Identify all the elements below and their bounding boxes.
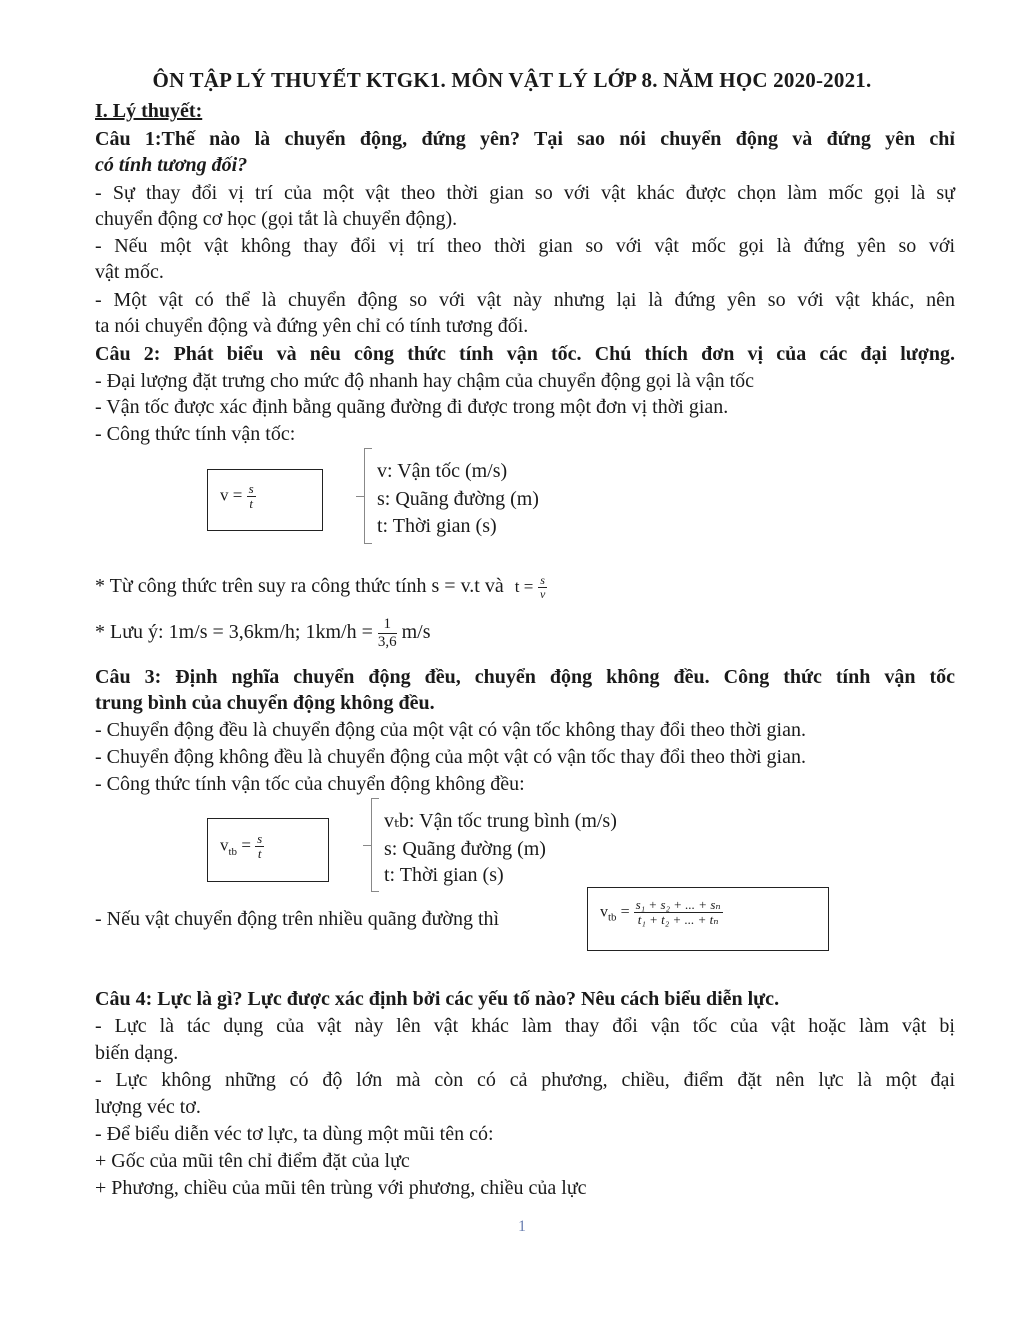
q1-para2-line2: vật mốc.: [95, 261, 164, 283]
unit-note-fraction: [378, 616, 397, 650]
velocity-legend-brace: [364, 448, 365, 544]
q4-para1-line1: - Lực là tác dụng của vật này lên vật khác làm thay đổi vận tốc của vật hoặc làm vật bị: [95, 1015, 955, 1037]
velocity-fraction-numerator: s: [248, 481, 254, 496]
avg-legend-brace: [371, 798, 372, 892]
q4-para3: - Để biểu diễn véc tơ lực, ta dùng một mũi tên có:: [95, 1123, 494, 1145]
multi-segment-formula-box: [587, 887, 829, 951]
legend-velocity: v: Vận tốc (m/s): [377, 460, 508, 482]
legend-avg-time: t: Thời gian (s): [384, 864, 504, 886]
unit-note-unit: m/s: [401, 621, 431, 643]
avg-formula-lhs: v: [220, 835, 229, 855]
avg-formula-subscript: tb: [228, 846, 238, 859]
derive-formula-lhs: t =: [514, 577, 534, 596]
velocity-formula-box: [207, 469, 323, 531]
q1-para1-line1: - Sự thay đổi vị trí của một vật theo thời gian so với vật khác được chọn làm mốc gọi là sự: [95, 182, 955, 204]
avg-velocity-fraction: [255, 832, 264, 862]
avg-velocity-formula-box: [207, 818, 329, 882]
q4-para1-line2: biến dạng.: [95, 1042, 179, 1064]
multi-fraction-denominator: t₁ + t₂ + ... + tₙ: [637, 912, 719, 928]
legend-time: t: Thời gian (s): [377, 515, 497, 537]
multi-formula-equals: =: [620, 903, 630, 921]
legend-avg-velocity: vₜb: Vận tốc trung bình (m/s): [384, 810, 617, 832]
q1-para1-line2: chuyển động cơ học (gọi tắt là chuyển động).: [95, 208, 458, 230]
multi-fraction-numerator: s₁ + s₂ + ... + sₙ: [635, 897, 721, 912]
q3-heading-line1: Câu 3: Định nghĩa chuyển động đều, chuyển động không đều. Công thức tính vận tốc: [95, 666, 955, 688]
derive-formula-line: [95, 566, 955, 607]
section-heading: I. Lý thuyết:: [95, 100, 203, 122]
q1-heading-line2: có tính tương đối?: [95, 154, 248, 176]
unit-note-numerator: 1: [378, 616, 397, 634]
q1-para2-line1: - Nếu một vật không thay đổi vị trí theo thời gian so với vật mốc gọi là đứng yên so với: [95, 235, 955, 257]
q3-para2: - Chuyển động không đều là chuyển động của một vật có vận tốc thay đổi theo thời gian.: [95, 746, 806, 768]
q2-para3: - Công thức tính vận tốc:: [95, 423, 296, 445]
unit-note-denominator: 3,6: [377, 633, 397, 650]
velocity-fraction-denominator: t: [249, 496, 253, 512]
legend-avg-distance: s: Quãng đường (m): [384, 838, 546, 860]
multi-formula-subscript: tb: [608, 911, 617, 924]
q3-para3: - Công thức tính vận tốc của chuyển động không đều:: [95, 773, 525, 795]
velocity-formula-lhs: v =: [220, 485, 243, 505]
derive-formula-text: * Từ công thức trên suy ra công thức tính s = v.t và: [95, 575, 504, 597]
q4-heading: Câu 4: Lực là gì? Lực được xác định bởi các yếu tố nào? Nêu cách biểu diễn lực.: [95, 988, 780, 1010]
unit-note-text: * Lưu ý: 1m/s = 3,6km/h; 1km/h =: [95, 621, 373, 643]
avg-fraction-numerator: s: [257, 831, 263, 846]
q1-heading-line1: Câu 1:Thế nào là chuyển động, đứng yên? Tại sao nói chuyển động và đứng yên chỉ: [95, 128, 955, 150]
q4-para2-line1: - Lực không những có độ lớn mà còn có cả phương, chiều, điểm đặt nên lực là một đại: [95, 1069, 955, 1091]
multi-segment-fraction: [634, 898, 723, 928]
q2-heading: Câu 2: Phát biểu và nêu công thức tính vận tốc. Chú thích đơn vị của các đại lượng.: [95, 343, 955, 365]
q4-para4: + Gốc của mũi tên chỉ điểm đặt của lực: [95, 1150, 410, 1172]
legend-distance: s: Quãng đường (m): [377, 488, 539, 510]
avg-formula-equals: =: [241, 835, 251, 855]
velocity-fraction: [247, 482, 256, 512]
q1-para3-line1: - Một vật có thể là chuyển động so với vật này nhưng lại là đứng yên so với vật khác, nên: [95, 289, 955, 311]
multi-formula-lhs: v: [600, 903, 608, 921]
q4-para5: + Phương, chiều của mũi tên trùng với phương, chiều của lực: [95, 1177, 587, 1199]
avg-fraction-denominator: t: [257, 846, 262, 862]
page-number: 1: [518, 1218, 526, 1235]
multi-segment-text: - Nếu vật chuyển động trên nhiều quãng đường thì: [95, 908, 500, 930]
q4-para2-line2: lượng véc tơ.: [95, 1096, 201, 1118]
unit-note-line: [95, 612, 955, 652]
derive-fraction: [538, 574, 547, 601]
derive-fraction-denominator: v: [539, 586, 546, 601]
derive-fraction-numerator: s: [540, 572, 545, 587]
q3-para1: - Chuyển động đều là chuyển động của một vật có vận tốc không thay đổi theo thời gian.: [95, 719, 806, 741]
q1-para3-line2: ta nói chuyển động và đứng yên chỉ có tính tương đối.: [95, 315, 529, 337]
q3-heading-line2: trung bình của chuyển động không đều.: [95, 692, 435, 714]
page-title: ÔN TẬP LÝ THUYẾT KTGK1. MÔN VẬT LÝ LỚP 8. NĂM HỌC 2020-2021.: [152, 68, 872, 92]
q2-para2: - Vận tốc được xác định bằng quãng đường đi được trong một đơn vị thời gian.: [95, 396, 729, 418]
q2-para1: - Đại lượng đặt trưng cho mức độ nhanh hay chậm của chuyển động gọi là vận tốc: [95, 370, 755, 392]
